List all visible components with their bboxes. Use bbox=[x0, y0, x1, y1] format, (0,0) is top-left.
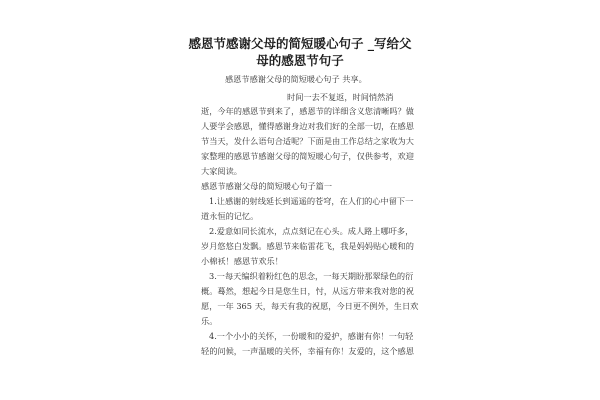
list-item-line: 2.爱意如同长流水，点点刻记在心头。成人路上哪吁多， bbox=[209, 226, 414, 236]
paragraph-line: 节当天，发什么语句合适呢？下面是由工作总结之家收为大 bbox=[201, 136, 414, 146]
paragraph-line: 逝，今年的感恩节到来了，感恩节的详细含义您清晰吗？做 bbox=[201, 106, 414, 116]
document-title-line-2: 母的感恩节句子 bbox=[256, 53, 344, 68]
paragraph-line: 时间一去不复返，时间悄然消 bbox=[287, 92, 394, 102]
list-item-line: 概。蓦然，想起今日是您生日，忖，从远方带来我对您的祝 bbox=[201, 286, 414, 296]
list-item-line: 3.一每天编织着粉红色的思念，一每天期盼那翠绿色的衍 bbox=[209, 271, 414, 281]
paragraph-line: 大家阅读。 bbox=[201, 166, 242, 176]
list-item-line: 轻的问候，一声温暖的关怀，幸福有你！友爱的，这个感恩 bbox=[201, 346, 414, 356]
list-item-line: 愿，一年 365 天，每天有我的祝愿，今日更不例外，生日欢 bbox=[201, 301, 419, 311]
list-item-line: 4.一个小小的关怀，一份暖和的爱护，感谢有你！一句轻 bbox=[209, 331, 414, 341]
section-heading: 感恩节感谢父母的简短暖心句子篇一 bbox=[201, 181, 333, 191]
list-item-line: 乐。 bbox=[201, 316, 218, 326]
paragraph-line: 家整理的感恩节感谢父母的简短暖心句子，仅供参考，欢迎 bbox=[201, 151, 414, 161]
document-title-line-1: 感恩节感谢父母的简短暖心句子 _写给父 bbox=[188, 36, 412, 51]
paragraph-line: 人要学会感恩，懂得感谢身边对我们好的全部一切，在感恩 bbox=[201, 121, 414, 131]
intro-line: 感恩节感谢父母的简短暖心句子 共享。 bbox=[225, 74, 367, 84]
list-item-line: 道永恒的记忆。 bbox=[201, 211, 259, 221]
list-item-line: 岁月悠悠白发飘。感恩节来临雷花飞，我是妈妈贴心暖和的 bbox=[201, 241, 414, 251]
list-item-line: 小棉袄！感恩节欢乐！ bbox=[201, 256, 283, 266]
list-item-line: 1.让感谢的射线延长到遥遥的苍穹，在人们的心中留下一 bbox=[209, 196, 414, 206]
